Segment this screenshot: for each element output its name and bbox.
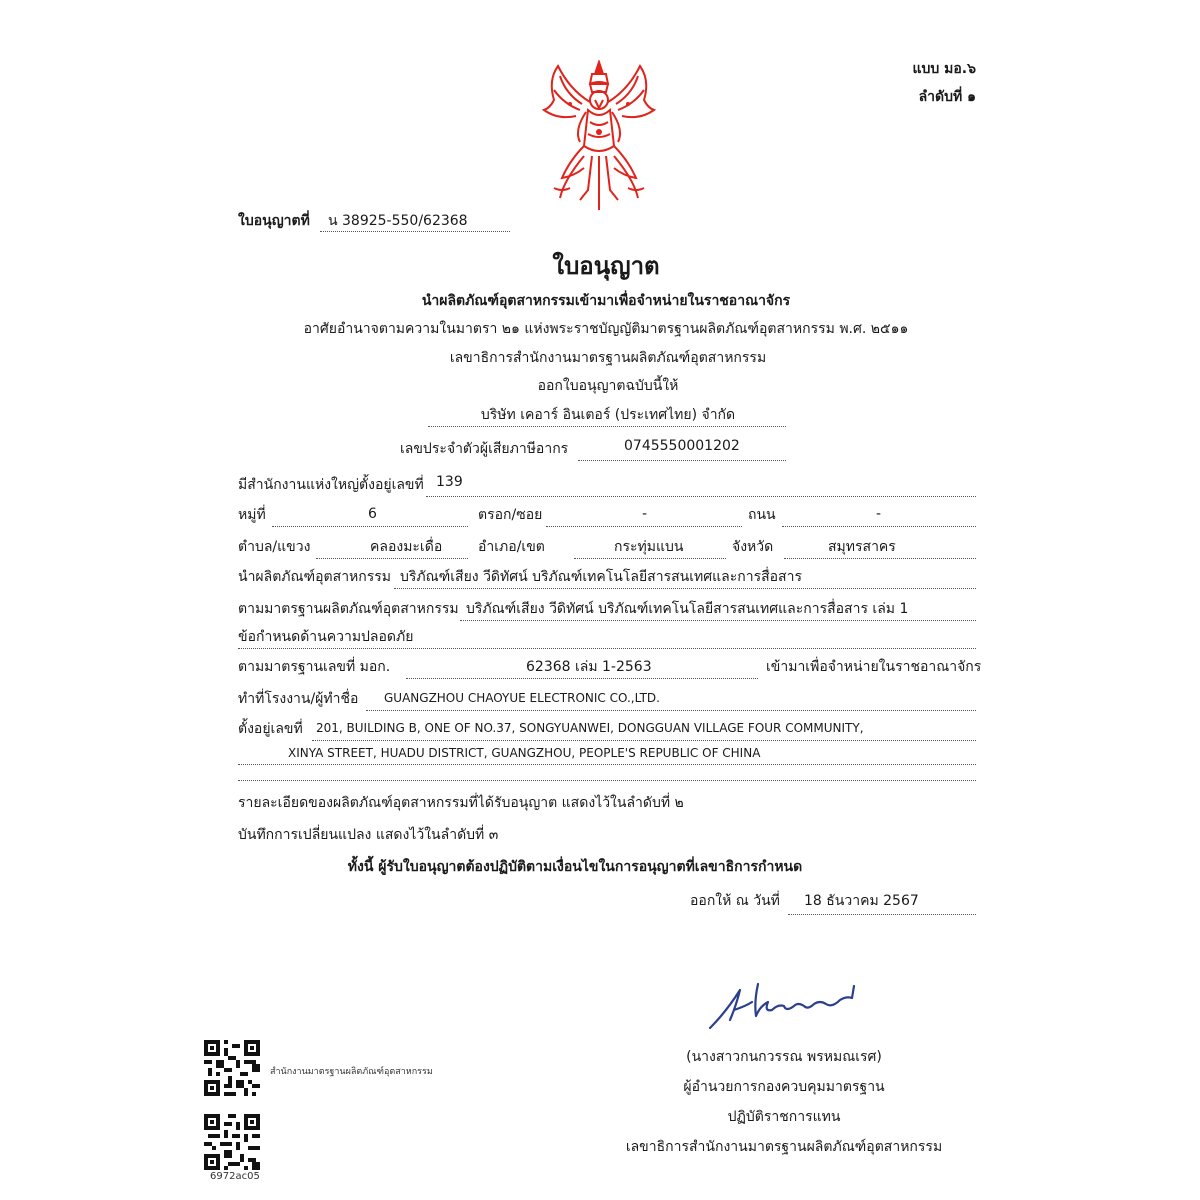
- authority-line: อาศัยอำนาจตามความในมาตรา ๒๑ แห่งพระราชบัญญัติมาตรฐานผลิตภัณฑ์อุตสาหกรรม พ.ศ. ๒๕๑๑: [303, 321, 909, 337]
- road-label: ถนน: [748, 507, 776, 523]
- license-no-label: ใบอนุญาตที่: [238, 213, 310, 229]
- amphoe-value: กระทุ่มแบน: [614, 539, 684, 555]
- qr-code-label: 6972ac05: [210, 1171, 260, 1182]
- tax-id-value: 0745550001202: [624, 438, 740, 454]
- tambon-value: คลองมะเดื่อ: [370, 539, 443, 555]
- mfr-address-line2: XINYA STREET, HUADU DISTRICT, GUANGZHOU, PEOPLE'S REPUBLIC OF CHINA: [288, 746, 761, 760]
- soi-label: ตรอก/ซอย: [478, 507, 543, 523]
- product-label: นำผลิตภัณฑ์อุตสาหกรรม: [238, 569, 392, 585]
- standard-label: ตามมาตรฐานผลิตภัณฑ์อุตสาหกรรม: [238, 601, 459, 617]
- qr-office-caption: สำนักงานมาตรฐานผลิตภัณฑ์อุตสาหกรรม: [270, 1067, 433, 1077]
- issued-value: 18 ธันวาคม 2567: [804, 893, 919, 909]
- moo-label: หมู่ที่: [238, 507, 266, 523]
- hq-label: มีสำนักงานแห่งใหญ่ตั้งอยู่เลขที่: [238, 477, 424, 493]
- subtitle: นำผลิตภัณฑ์อุตสาหกรรมเข้ามาเพื่อจำหน่ายในราชอาณาจักร: [421, 293, 791, 309]
- license-no-value: น 38925-550/62368: [328, 213, 468, 229]
- signatory-name: (นางสาวกนกวรรณ พรหมณเรศ): [686, 1049, 882, 1065]
- province-label: จังหวัด: [732, 539, 774, 555]
- mfr-address-label: ตั้งอยู่เลขที่: [238, 721, 303, 737]
- signatory-position: ผู้อำนวยการกองควบคุมมาตรฐาน: [683, 1079, 885, 1095]
- product-value: บริภัณฑ์เสียง วีดิทัศน์ บริภัณฑ์เทคโนโลยีสารสนเทศและการสื่อสาร: [400, 569, 802, 585]
- signature-icon: [706, 976, 866, 1036]
- qr-code-icon: [204, 1114, 260, 1170]
- issued-label: ออกให้ ณ วันที่: [690, 893, 780, 909]
- standard-no-suffix: เข้ามาเพื่อจำหน่ายในราชอาณาจักร: [766, 659, 982, 675]
- standard-no-label: ตามมาตรฐานเลขที่ มอก.: [238, 659, 391, 675]
- amphoe-label: อำเภอ/เขต: [478, 539, 545, 555]
- condition-line: ทั้งนี้ ผู้รับใบอนุญาตต้องปฏิบัติตามเงื่อนไขในการอนุญาตที่เลขาธิการกำหนด: [347, 859, 803, 875]
- standard-no-value: 62368 เล่ม 1-2563: [526, 659, 652, 675]
- secretary-line: เลขาธิการสำนักงานมาตรฐานผลิตภัณฑ์อุตสาหกรรม: [449, 350, 767, 366]
- province-value: สมุทรสาคร: [828, 539, 896, 555]
- soi-value: -: [642, 506, 648, 522]
- moo-value: 6: [368, 506, 377, 522]
- tax-id-label: เลขประจำตัวผู้เสียภาษีอากร: [400, 441, 569, 457]
- issue-line: ออกใบอนุญาตฉบับนี้ให้: [537, 378, 679, 394]
- form-code: แบบ มอ.๖: [912, 61, 976, 77]
- changes-line: บันทึกการเปลี่ยนแปลง แสดงไว้ในลำดับที่ ๓: [238, 827, 499, 843]
- details-line: รายละเอียดของผลิตภัณฑ์อุตสาหกรรมที่ได้รับอนุญาต แสดงไว้ในลำดับที่ ๒: [238, 795, 684, 811]
- manufacturer-label: ทำที่โรงงาน/ผู้ทำชื่อ: [238, 691, 359, 707]
- signatory-on-behalf: เลขาธิการสำนักงานมาตรฐานผลิตภัณฑ์อุตสาหกรรม: [625, 1139, 943, 1155]
- page-title: ใบอนุญาต: [552, 252, 660, 280]
- road-value: -: [876, 506, 882, 522]
- tambon-label: ตำบล/แขวง: [238, 539, 311, 555]
- manufacturer-value: GUANGZHOU CHAOYUE ELECTRONIC CO.,LTD.: [384, 691, 660, 705]
- company-name: บริษัท เคอาร์ อินเตอร์ (ประเทศไทย) จำกัด: [480, 407, 736, 423]
- mfr-address-line1: 201, BUILDING B, ONE OF NO.37, SONGYUANWEI, DONGGUAN VILLAGE FOUR COMMUNITY,: [316, 721, 864, 735]
- qr-code-icon: [204, 1040, 260, 1096]
- form-sequence: ลำดับที่ ๑: [918, 89, 976, 105]
- hq-value: 139: [436, 474, 463, 490]
- signatory-acting: ปฏิบัติราชการแทน: [727, 1109, 841, 1125]
- standard-value: บริภัณฑ์เสียง วีดิทัศน์ บริภัณฑ์เทคโนโลยีสารสนเทศและการสื่อสาร เล่ม 1: [466, 601, 909, 617]
- standard-value-2: ข้อกำหนดด้านความปลอดภัย: [238, 629, 414, 645]
- garuda-emblem-icon: [540, 60, 658, 212]
